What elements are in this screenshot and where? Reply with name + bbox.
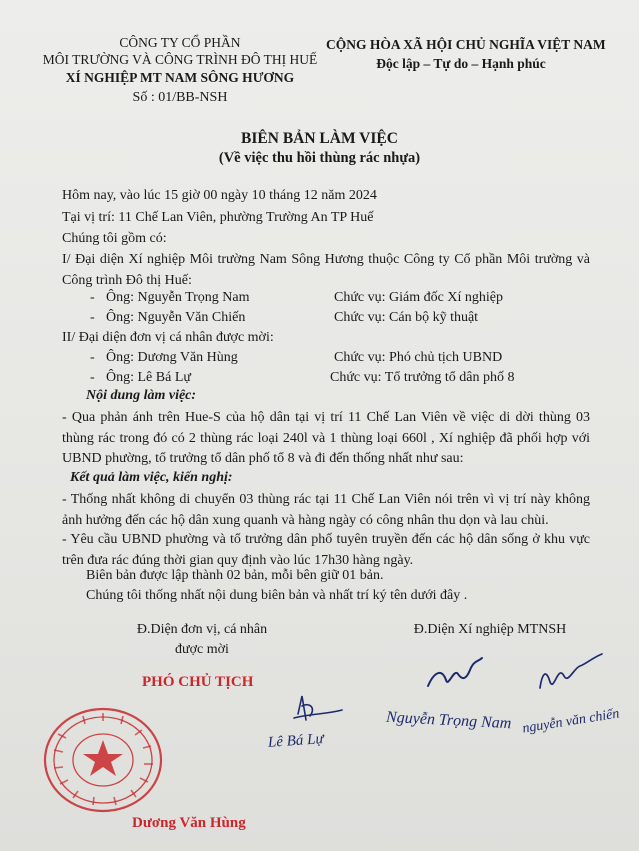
party2-dash: - bbox=[90, 370, 95, 385]
signature-mark-nguyen-trong-nam bbox=[420, 650, 490, 700]
party1-member-role: Chức vụ: Cán bộ kỹ thuật bbox=[334, 310, 479, 325]
enterprise-name: XÍ NGHIỆP MT NAM SÔNG HƯƠNG bbox=[65, 70, 295, 85]
left-signatory-subtitle: được mời bbox=[175, 642, 229, 657]
company-line1: CÔNG TY CỔ PHẦN bbox=[119, 35, 241, 50]
party2-member-role: Chức vụ: Phó chủ tịch UBND bbox=[334, 350, 503, 365]
copies-note: Biên bản được lập thành 02 bản, mỗi bên giữ 01 bản. bbox=[86, 568, 384, 583]
party2-dash: - bbox=[90, 350, 95, 365]
signature-mark-le-ba-lu bbox=[288, 690, 348, 730]
document-subtitle: (Về việc thu hồi thùng rác nhựa) bbox=[218, 150, 421, 166]
signature-nguyen-van-chien: nguyễn văn chiến bbox=[521, 706, 621, 737]
party1-member-role: Chức vụ: Giám đốc Xí nghiệp bbox=[334, 290, 503, 305]
party1-heading: I/ Đại diện Xí nghiệp Môi trường Nam Sông Hương thuộc Công ty Cổ phần Môi trường và Công trình Đô thị Huế: bbox=[62, 252, 590, 288]
party1-member-name: Ông: Nguyễn Trọng Nam bbox=[106, 290, 250, 305]
left-signatory-title: Đ.Diện đơn vị, cá nhân bbox=[136, 622, 268, 637]
signature-mark-nguyen-van-chien bbox=[530, 648, 610, 698]
results-item-1: - Thống nhất không di chuyển 03 thùng rác tại 11 Chế Lan Viên nói trên vì vị trí này không ảnh hưởng đến các hộ dân xung quanh và hàng ngày có công nhân thu dọn và lau chùi. bbox=[62, 492, 590, 528]
party1-dash: - bbox=[90, 310, 95, 325]
signature-nguyen-trong-nam: Nguyễn Trọng Nam bbox=[385, 708, 512, 733]
results-item-2: - Yêu cầu UBND phường và tổ trưởng dân phố tuyên truyền đến các hộ dân sống ở khu vực trên đưa rác đúng thời gian quy định vào lúc 17h30 hàng ngày. bbox=[62, 532, 590, 568]
intro-present: Chúng tôi gồm có: bbox=[62, 231, 167, 246]
document-title: BIÊN BẢN LÀM VIỆC bbox=[241, 130, 398, 147]
document-number: Số : 01/BB-NSH bbox=[132, 90, 228, 105]
intro-location: Tại vị trí: 11 Chế Lan Viên, phường Trường An TP Huế bbox=[62, 210, 374, 225]
party1-member-name: Ông: Nguyễn Văn Chiến bbox=[106, 310, 246, 325]
party1-dash: - bbox=[90, 290, 95, 305]
national-motto: Độc lập – Tự do – Hạnh phúc bbox=[376, 56, 546, 71]
right-signatory-title: Đ.Diện Xí nghiệp MTNSH bbox=[413, 622, 567, 637]
agreement-note: Chúng tôi thống nhất nội dung biên bản và nhất trí ký tên dưới đây . bbox=[86, 588, 468, 603]
official-seal bbox=[38, 704, 168, 816]
content-heading: Nội dung làm việc: bbox=[86, 388, 197, 403]
stamp-position-title: PHÓ CHỦ TỊCH bbox=[142, 674, 254, 690]
party2-member-name: Ông: Lê Bá Lự bbox=[106, 370, 191, 385]
company-line2: MÔI TRƯỜNG VÀ CÔNG TRÌNH ĐÔ THỊ HUẾ bbox=[42, 52, 318, 67]
party2-member-name: Ông: Dương Văn Hùng bbox=[106, 350, 238, 365]
left-signatory-name: Dương Văn Hùng bbox=[132, 815, 246, 831]
party2-heading: II/ Đại diện đơn vị cá nhân được mời: bbox=[62, 330, 274, 345]
intro-time: Hôm nay, vào lúc 15 giờ 00 ngày 10 tháng 12 năm 2024 bbox=[62, 188, 377, 203]
content-paragraph: - Qua phản ánh trên Hue-S của hộ dân tại vị trí 11 Chế Lan Viên về việc di dời thùng 03 thùng rác trong đó có 2 thùng rác loại 240l và 1 thùng loại 660l , Xí nghiệp đã phối hợp với UBND phường, tổ trưởng tổ dân phố tổ 8 và đi đến thống nhất như sau: bbox=[62, 410, 590, 466]
party2-member-role: Chức vụ: Tổ trưởng tổ dân phố 8 bbox=[330, 370, 515, 385]
signature-le-ba-lu: Lê Bá Lự bbox=[267, 731, 325, 751]
results-heading: Kết quả làm việc, kiến nghị: bbox=[70, 470, 233, 485]
national-title: CỘNG HÒA XÃ HỘI CHỦ NGHĨA VIỆT NAM bbox=[326, 37, 606, 52]
